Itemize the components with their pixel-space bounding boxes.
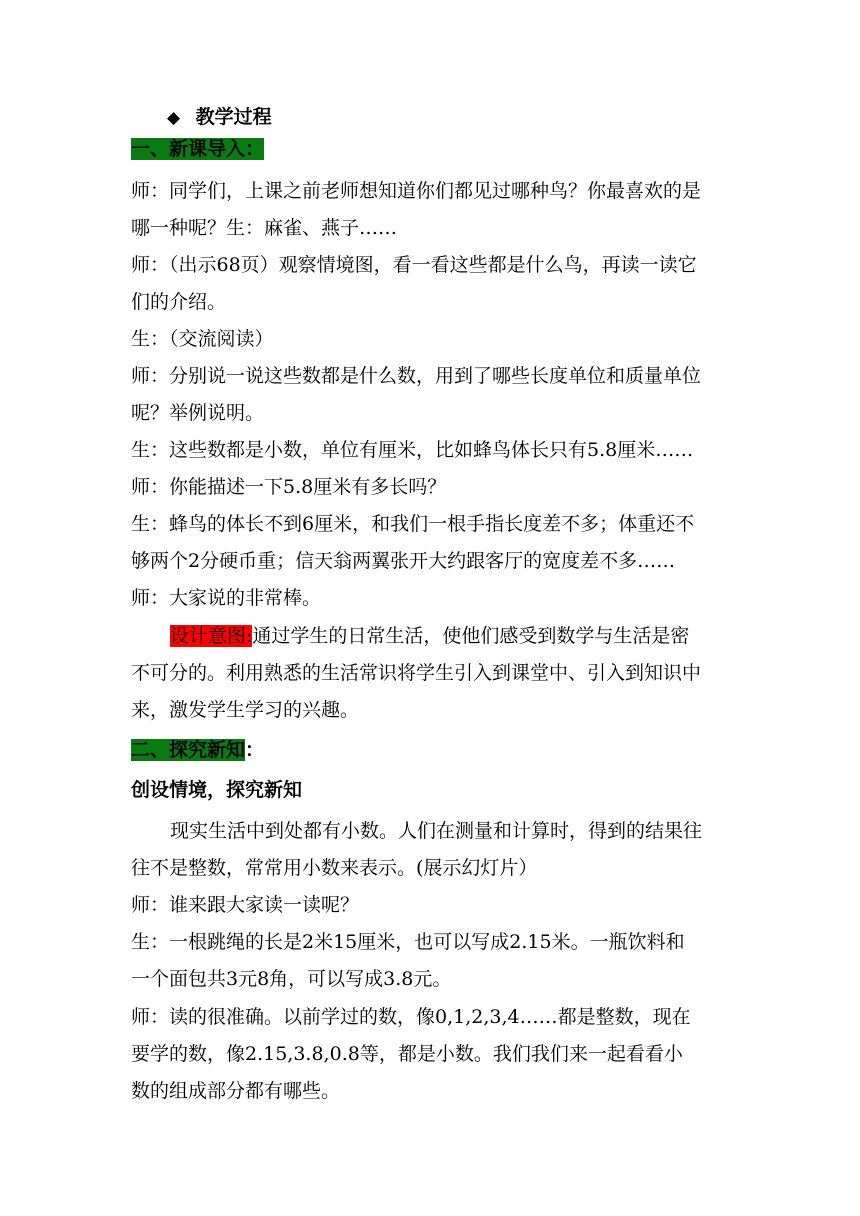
design-intent-label: 设计意图:	[170, 625, 253, 647]
heading-title: 教学过程	[195, 106, 272, 128]
paragraph-line: 够两个2分硬币重；信天翁两翼张开大约跟客厅的宽度差不多……	[131, 550, 676, 572]
paragraph-line: 师：读的很准确。以前学过的数，像0,1,2,3,4……都是整数，现在	[131, 1006, 691, 1028]
paragraph-line: 要学的数，像2.15,3.8,0.8等，都是小数。我们我们来一起看看小	[131, 1043, 683, 1065]
section-2-title: 二、探究新知	[131, 739, 246, 761]
subheading: 创设情境，探究新知	[131, 779, 303, 801]
paragraph-line: 师：（出示68页）观察情境图，看一看这些都是什么鸟，再读一读它	[131, 254, 697, 276]
page-heading	[167, 101, 272, 133]
design-intent-text: 通过学生的日常生活，使他们感受到数学与生活是密	[252, 625, 690, 647]
paragraph-line: 往不是整数，常常用小数来表示。(展示幻灯片）	[131, 857, 538, 879]
paragraph-line: 生：一根跳绳的长是2米15厘米，也可以写成2.15米。一瓶饮料和	[131, 931, 685, 953]
paragraph-line: 生：这些数都是小数，单位有厘米，比如蜂鸟体长只有5.8厘米……	[131, 439, 694, 461]
paragraph-line: 生：蜂鸟的体长不到6厘米，和我们一根手指长度差不多；体重还不	[131, 513, 695, 535]
paragraph-line: 不可分的。利用熟悉的生活常识将学生引入到课堂中、引入到知识中	[131, 662, 702, 684]
paragraph-line: 哪一种呢？生：麻雀、燕子……	[131, 217, 398, 239]
paragraph-line: 呢？举例说明。	[131, 402, 265, 424]
design-intent-line	[170, 620, 689, 652]
section-1-heading	[131, 133, 264, 165]
paragraph-line: 师：大家说的非常棒。	[131, 587, 322, 609]
paragraph-line: 数的组成部分都有哪些。	[131, 1080, 341, 1102]
paragraph-line: 生：（交流阅读）	[131, 328, 274, 350]
section-1-title: 一、新课导入：	[131, 138, 265, 160]
paragraph-line: 来，激发学生学习的兴趣。	[131, 699, 360, 721]
paragraph-line: 师：同学们，上课之前老师想知道你们都见过哪种鸟？你最喜欢的是	[131, 180, 702, 202]
paragraph-line: 师：谁来跟大家读一读呢？	[131, 894, 360, 916]
diamond-bullet-icon: ◆	[167, 108, 181, 128]
paragraph-line: 师：你能描述一下5.8厘米有多长吗？	[131, 476, 447, 498]
section-2-colon: ：	[245, 739, 265, 761]
paragraph-line: 现实生活中到处都有小数。人们在测量和计算时，得到的结果往	[170, 820, 703, 842]
paragraph-line: 一个面包共3元8角，可以写成3.8元。	[131, 968, 452, 990]
section-2-heading	[131, 734, 264, 766]
paragraph-line: 们的介绍。	[131, 291, 227, 313]
paragraph-line: 师：分别说一说这些数都是什么数，用到了哪些长度单位和质量单位	[131, 365, 702, 387]
